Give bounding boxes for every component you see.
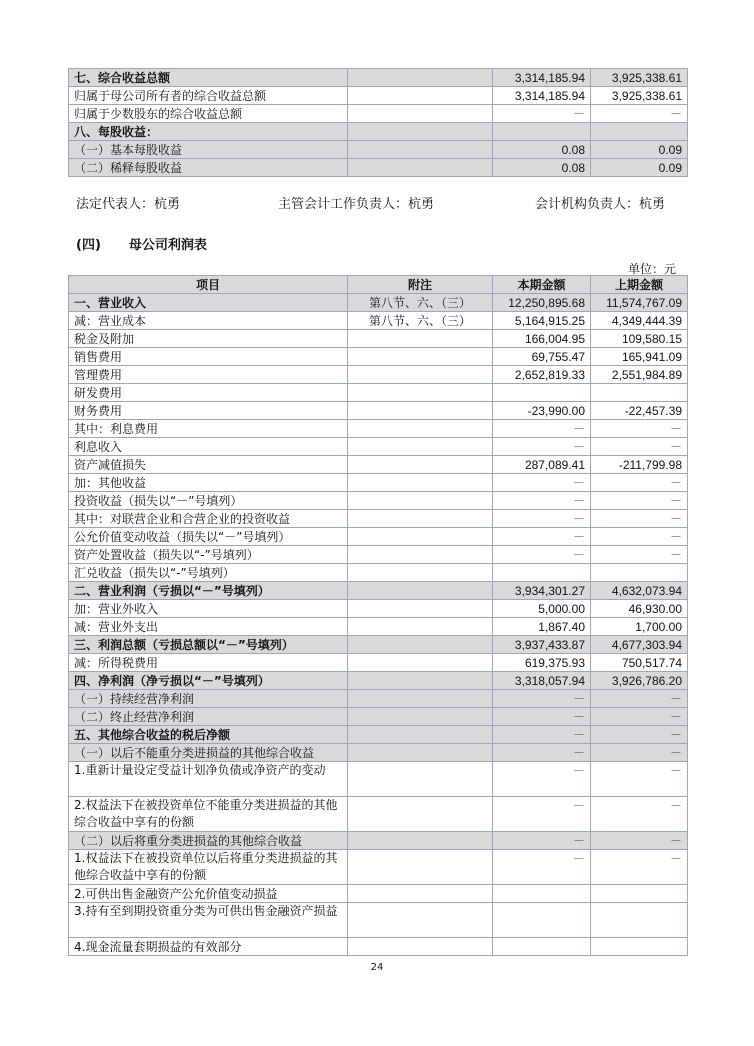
header-item: 项目	[69, 276, 348, 294]
table-row	[69, 885, 688, 903]
row-note-cell	[348, 744, 493, 762]
row-current-amount	[493, 903, 591, 938]
table-row	[69, 582, 688, 600]
row-current-amount	[493, 123, 591, 141]
row-previous-amount: -211,799.98	[591, 456, 688, 474]
row-current-amount: －	[493, 744, 591, 762]
row-note-cell	[348, 832, 493, 850]
row-item-cell: 加：营业外收入	[69, 600, 348, 618]
row-item-cell: 研发费用	[69, 384, 348, 402]
table-row	[69, 312, 688, 330]
row-note-cell	[348, 885, 493, 903]
row-item-cell: 四、净利润（净亏损以“－”号填列）	[69, 672, 348, 690]
row-previous-amount: 2,551,984.89	[591, 366, 688, 384]
row-note-cell	[348, 69, 493, 87]
row-note-cell	[348, 672, 493, 690]
table-row	[69, 636, 688, 654]
row-item-cell: 减：所得税费用	[69, 654, 348, 672]
section-heading	[76, 234, 207, 253]
row-item-cell: （一）基本每股收益	[69, 141, 348, 159]
table-row	[69, 618, 688, 636]
table-row	[69, 105, 688, 123]
row-previous-amount: 165,941.09	[591, 348, 688, 366]
row-previous-amount: 0.09	[591, 141, 688, 159]
row-item-cell: （二）稀释每股收益	[69, 159, 348, 177]
table-row	[69, 546, 688, 564]
row-current-amount: 3,318,057.94	[493, 672, 591, 690]
row-note-cell	[348, 762, 493, 797]
table-row	[69, 348, 688, 366]
row-item-cell: 八、每股收益：	[69, 123, 348, 141]
table-row	[69, 384, 688, 402]
row-current-amount: －	[493, 420, 591, 438]
row-item-cell: 其中：利息费用	[69, 420, 348, 438]
row-previous-amount	[591, 938, 688, 956]
row-previous-amount: －	[591, 528, 688, 546]
table-row	[69, 159, 688, 177]
row-note-cell	[348, 348, 493, 366]
row-previous-amount: 4,349,444.39	[591, 312, 688, 330]
row-previous-amount: －	[591, 726, 688, 744]
table-row	[69, 438, 688, 456]
table-row	[69, 87, 688, 105]
table-row	[69, 600, 688, 618]
row-item-cell: 财务费用	[69, 402, 348, 420]
row-current-amount: 3,934,301.27	[493, 582, 591, 600]
row-note-cell	[348, 797, 493, 832]
table-row	[69, 690, 688, 708]
header-current-amount: 本期金额	[493, 276, 591, 294]
row-note-cell	[348, 492, 493, 510]
row-current-amount: 2,652,819.33	[493, 366, 591, 384]
table-row	[69, 141, 688, 159]
table-row	[69, 762, 688, 797]
row-item-cell: 投资收益（损失以“－”号填列）	[69, 492, 348, 510]
row-previous-amount: －	[591, 510, 688, 528]
row-current-amount: －	[493, 762, 591, 797]
row-previous-amount: 3,925,338.61	[591, 87, 688, 105]
comprehensive-income-table	[68, 68, 688, 177]
row-note-cell	[348, 87, 493, 105]
row-item-cell: 减：营业成本	[69, 312, 348, 330]
row-previous-amount: 4,677,303.94	[591, 636, 688, 654]
row-current-amount: －	[493, 708, 591, 726]
row-current-amount: －	[493, 832, 591, 850]
table-row	[69, 903, 688, 938]
row-previous-amount	[591, 903, 688, 938]
table-row	[69, 850, 688, 885]
table-row	[69, 474, 688, 492]
row-note-cell	[348, 366, 493, 384]
legal-representative: 法定代表人：杭勇	[76, 197, 181, 212]
row-item-cell: 七、综合收益总额	[69, 69, 348, 87]
row-previous-amount: 750,517.74	[591, 654, 688, 672]
row-current-amount: －	[493, 510, 591, 528]
table-row	[69, 744, 688, 762]
row-note-cell	[348, 510, 493, 528]
table-row	[69, 708, 688, 726]
table-row	[69, 726, 688, 744]
row-current-amount: －	[493, 690, 591, 708]
row-note-cell	[348, 636, 493, 654]
row-current-amount: 3,314,185.94	[493, 87, 591, 105]
row-current-amount: 3,314,185.94	[493, 69, 591, 87]
row-previous-amount: －	[591, 797, 688, 832]
row-note-cell	[348, 850, 493, 885]
parent-income-statement-table	[68, 275, 688, 956]
row-note-cell	[348, 564, 493, 582]
row-current-amount	[493, 564, 591, 582]
row-note-cell	[348, 708, 493, 726]
row-note-cell	[348, 123, 493, 141]
row-item-cell: 1.重新计量设定受益计划净负债或净资产的变动	[69, 762, 348, 797]
row-item-cell: 三、利润总额（亏损总额以“－”号填列）	[69, 636, 348, 654]
table-row	[69, 366, 688, 384]
table-row	[69, 492, 688, 510]
table-row	[69, 832, 688, 850]
section-number: (四)	[76, 238, 101, 253]
row-previous-amount: －	[591, 832, 688, 850]
row-current-amount: －	[493, 726, 591, 744]
row-previous-amount: －	[591, 546, 688, 564]
row-note-cell	[348, 690, 493, 708]
row-item-cell: 4.现金流量套期损益的有效部分	[69, 938, 348, 956]
row-note-cell	[348, 159, 493, 177]
table-row	[69, 420, 688, 438]
row-previous-amount: －	[591, 708, 688, 726]
table-row	[69, 564, 688, 582]
row-item-cell: 2.权益法下在被投资单位不能重分类进损益的其他综合收益中享有的份额	[69, 797, 348, 832]
row-item-cell: 1.权益法下在被投资单位以后将重分类进损益的其他综合收益中享有的份额	[69, 850, 348, 885]
row-item-cell: （一）持续经营净利润	[69, 690, 348, 708]
table-row	[69, 69, 688, 87]
row-current-amount: －	[493, 474, 591, 492]
row-current-amount: 5,000.00	[493, 600, 591, 618]
row-previous-amount: －	[591, 474, 688, 492]
row-item-cell: 利息收入	[69, 438, 348, 456]
row-note-cell	[348, 726, 493, 744]
accounting-head: 主管会计工作负责人：杭勇	[278, 197, 435, 212]
income-statement-body	[69, 294, 688, 956]
header-note: 附注	[348, 276, 493, 294]
row-current-amount	[493, 885, 591, 903]
row-note-cell	[348, 420, 493, 438]
row-note-cell	[348, 654, 493, 672]
row-note-cell	[348, 618, 493, 636]
row-item-cell: （二）终止经营净利润	[69, 708, 348, 726]
row-item-cell: 公允价值变动收益（损失以“－”号填列）	[69, 528, 348, 546]
table-row	[69, 330, 688, 348]
row-current-amount: -23,990.00	[493, 402, 591, 420]
row-item-cell: 销售费用	[69, 348, 348, 366]
row-current-amount: －	[493, 797, 591, 832]
row-previous-amount	[591, 384, 688, 402]
row-item-cell: 资产处置收益（损失以“-”号填列）	[69, 546, 348, 564]
row-previous-amount: -22,457.39	[591, 402, 688, 420]
row-previous-amount	[591, 564, 688, 582]
row-current-amount: 3,937,433.87	[493, 636, 591, 654]
row-note-cell	[348, 600, 493, 618]
row-item-cell: 税金及附加	[69, 330, 348, 348]
comprehensive-income-body	[69, 69, 688, 177]
page-number: 24	[370, 962, 384, 973]
row-previous-amount: 0.09	[591, 159, 688, 177]
row-note-cell	[348, 384, 493, 402]
row-previous-amount: －	[591, 492, 688, 510]
row-note-cell	[348, 438, 493, 456]
row-item-cell: 五、其他综合收益的税后净额	[69, 726, 348, 744]
accounting-org-head: 会计机构负责人：杭勇	[535, 197, 666, 212]
row-note-cell	[348, 938, 493, 956]
row-item-cell: 归属于少数股东的综合收益总额	[69, 105, 348, 123]
table-row	[69, 123, 688, 141]
row-current-amount: 166,004.95	[493, 330, 591, 348]
row-note-cell	[348, 474, 493, 492]
row-current-amount: －	[493, 438, 591, 456]
row-current-amount: －	[493, 546, 591, 564]
row-current-amount: 287,089.41	[493, 456, 591, 474]
row-item-cell: （一）以后不能重分类进损益的其他综合收益	[69, 744, 348, 762]
row-current-amount: 619,375.93	[493, 654, 591, 672]
table-row	[69, 402, 688, 420]
row-current-amount: 0.08	[493, 141, 591, 159]
row-previous-amount: 1,700.00	[591, 618, 688, 636]
row-previous-amount: －	[591, 105, 688, 123]
row-item-cell: 2.可供出售金融资产公允价值变动损益	[69, 885, 348, 903]
row-item-cell: 管理费用	[69, 366, 348, 384]
row-previous-amount: 46,930.00	[591, 600, 688, 618]
row-current-amount: －	[493, 528, 591, 546]
row-previous-amount: －	[591, 690, 688, 708]
table-row	[69, 294, 688, 312]
row-note-cell	[348, 105, 493, 123]
row-note-cell	[348, 528, 493, 546]
table-row	[69, 456, 688, 474]
row-previous-amount: 109,580.15	[591, 330, 688, 348]
header-previous-amount: 上期金额	[591, 276, 688, 294]
row-item-cell: 其中：对联营企业和合营企业的投资收益	[69, 510, 348, 528]
row-note-cell	[348, 456, 493, 474]
row-note-cell	[348, 402, 493, 420]
table-header-row	[69, 276, 688, 294]
row-item-cell: 3.持有至到期投资重分类为可供出售金融资产损益	[69, 903, 348, 938]
row-previous-amount: 3,925,338.61	[591, 69, 688, 87]
row-current-amount	[493, 938, 591, 956]
row-item-cell: 归属于母公司所有者的综合收益总额	[69, 87, 348, 105]
row-previous-amount: 4,632,073.94	[591, 582, 688, 600]
row-item-cell: 二、营业利润（亏损以“－”号填列）	[69, 582, 348, 600]
table-row	[69, 528, 688, 546]
row-current-amount: －	[493, 492, 591, 510]
table-row	[69, 797, 688, 832]
row-current-amount: －	[493, 850, 591, 885]
row-current-amount: 0.08	[493, 159, 591, 177]
row-note-cell: 第八节、六、（三）	[348, 312, 493, 330]
row-current-amount: －	[493, 105, 591, 123]
row-previous-amount: －	[591, 762, 688, 797]
row-item-cell: 一、营业收入	[69, 294, 348, 312]
row-item-cell: （二）以后将重分类进损益的其他综合收益	[69, 832, 348, 850]
row-previous-amount: 3,926,786.20	[591, 672, 688, 690]
row-note-cell: 第八节、六、（三）	[348, 294, 493, 312]
row-previous-amount	[591, 123, 688, 141]
row-note-cell	[348, 546, 493, 564]
row-current-amount	[493, 384, 591, 402]
row-previous-amount: －	[591, 438, 688, 456]
row-current-amount: 5,164,915.25	[493, 312, 591, 330]
row-previous-amount: －	[591, 744, 688, 762]
row-previous-amount: －	[591, 420, 688, 438]
row-item-cell: 汇兑收益（损失以“-”号填列）	[69, 564, 348, 582]
row-current-amount: 12,250,895.68	[493, 294, 591, 312]
currency-unit: 单位：元	[628, 262, 677, 276]
row-previous-amount: 11,574,767.09	[591, 294, 688, 312]
table-row	[69, 510, 688, 528]
row-note-cell	[348, 141, 493, 159]
row-item-cell: 资产减值损失	[69, 456, 348, 474]
section-title: 母公司利润表	[128, 238, 207, 253]
row-current-amount: 1,867.40	[493, 618, 591, 636]
row-previous-amount	[591, 885, 688, 903]
row-note-cell	[348, 330, 493, 348]
row-current-amount: 69,755.47	[493, 348, 591, 366]
row-previous-amount: －	[591, 850, 688, 885]
row-item-cell: 加：其他收益	[69, 474, 348, 492]
table-row	[69, 654, 688, 672]
row-item-cell: 减：营业外支出	[69, 618, 348, 636]
row-note-cell	[348, 903, 493, 938]
row-note-cell	[348, 582, 493, 600]
table-row	[69, 938, 688, 956]
table-row	[69, 672, 688, 690]
